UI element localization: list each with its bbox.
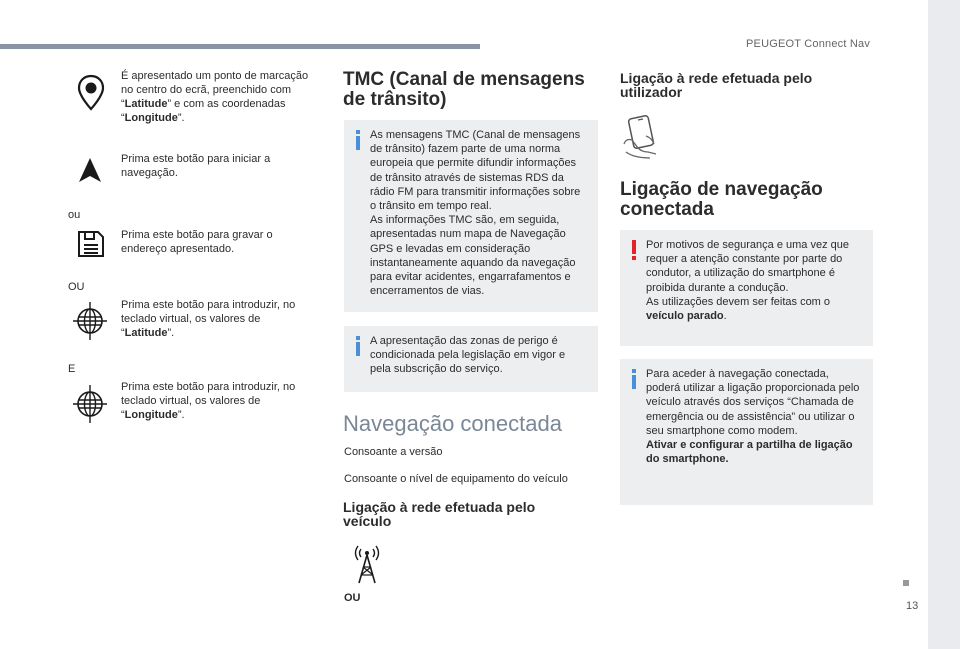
- save-address-text: Prima este botão para gravar o endereço apresentado.: [121, 229, 273, 255]
- globe-icon: [72, 300, 108, 342]
- page-marker: [903, 580, 909, 586]
- connected-nav-info-box: Para aceder à navegação conectada, poderá utilizar a ligação proporcionada pelo veículo através dos serviços “Chamada de emergência ou de assistência” ou utilizar o seu smartphone como modem. Ativar e configurar a partilha de ligação do smartphone.: [620, 359, 873, 505]
- tmc-title: TMC (Canal de mensagens de trânsito): [343, 69, 585, 110]
- side-strip: [928, 0, 960, 649]
- danger-zones-box: A apresentação das zonas de perigo é condicionada pela legislação em vigor e pela subscrição do serviço.: [344, 326, 598, 392]
- connector-ou: ou: [68, 209, 81, 221]
- globe-icon: [72, 383, 108, 425]
- version-note: Consoante a versão: [344, 446, 443, 458]
- info-icon: [353, 336, 363, 356]
- tmc-info-box: As mensagens TMC (Canal de mensagens de trânsito) fazem parte de uma norma europeia que permite difundir informações de trânsito através de sistemas RDS da rádio FM para transmitir informações sobre o trânsito em tempo real. As informações TMC são, em seguida, apresentadas num mapa de Navegação GPS e levadas em consideração instantaneamente aquando da navegação para evitar acidentes, engarrafamentos e encerramentos de vias.: [344, 120, 598, 312]
- ou-label: OU: [344, 592, 361, 604]
- info-icon: [629, 369, 639, 389]
- start-navigation-text: Prima este botão para iniciar a navegação.: [121, 153, 271, 179]
- connected-navigation-heading: Navegação conectada: [343, 411, 562, 436]
- safety-warning-box: Por motivos de segurança e uma vez que requer a atenção constante por parte do condutor, a utilização do smartphone é proibida durante a condução. As utilizações devem ser feitas com o veículo parado.: [620, 230, 873, 346]
- map-pin-icon: [76, 74, 106, 112]
- antenna-icon: [350, 543, 384, 585]
- smartphone-hand-icon: [620, 114, 664, 162]
- info-icon: [353, 130, 363, 150]
- vehicle-connection-title: Ligação à rede efetuada pelo veículo: [343, 499, 536, 529]
- connector-e: E: [68, 363, 76, 375]
- warning-icon: [629, 240, 639, 260]
- header-bar: [0, 44, 480, 49]
- connector-ou-caps: OU: [68, 281, 85, 293]
- user-connection-title: Ligação à rede efetuada pelo utilizador: [620, 70, 813, 100]
- connected-navigation-title: Ligação de navegação conectada: [620, 179, 823, 220]
- page-number: 13: [906, 600, 919, 612]
- equipment-note: Consoante o nível de equipamento do veículo: [344, 473, 568, 485]
- header-title: PEUGEOT Connect Nav: [746, 38, 871, 50]
- marker-description: É apresentado um ponto de marcação no centro do ecrã, preenchido com “Latitude” e com as coordenadas “Longitude”.: [121, 70, 309, 124]
- save-icon: [76, 229, 106, 259]
- latitude-input-text: Prima este botão para introduzir, no teclado virtual, os valores de “Latitude”.: [121, 299, 296, 339]
- navigation-arrow-icon: [77, 156, 103, 184]
- longitude-input-text: Prima este botão para introduzir, no teclado virtual, os valores de “Longitude”.: [121, 381, 296, 421]
